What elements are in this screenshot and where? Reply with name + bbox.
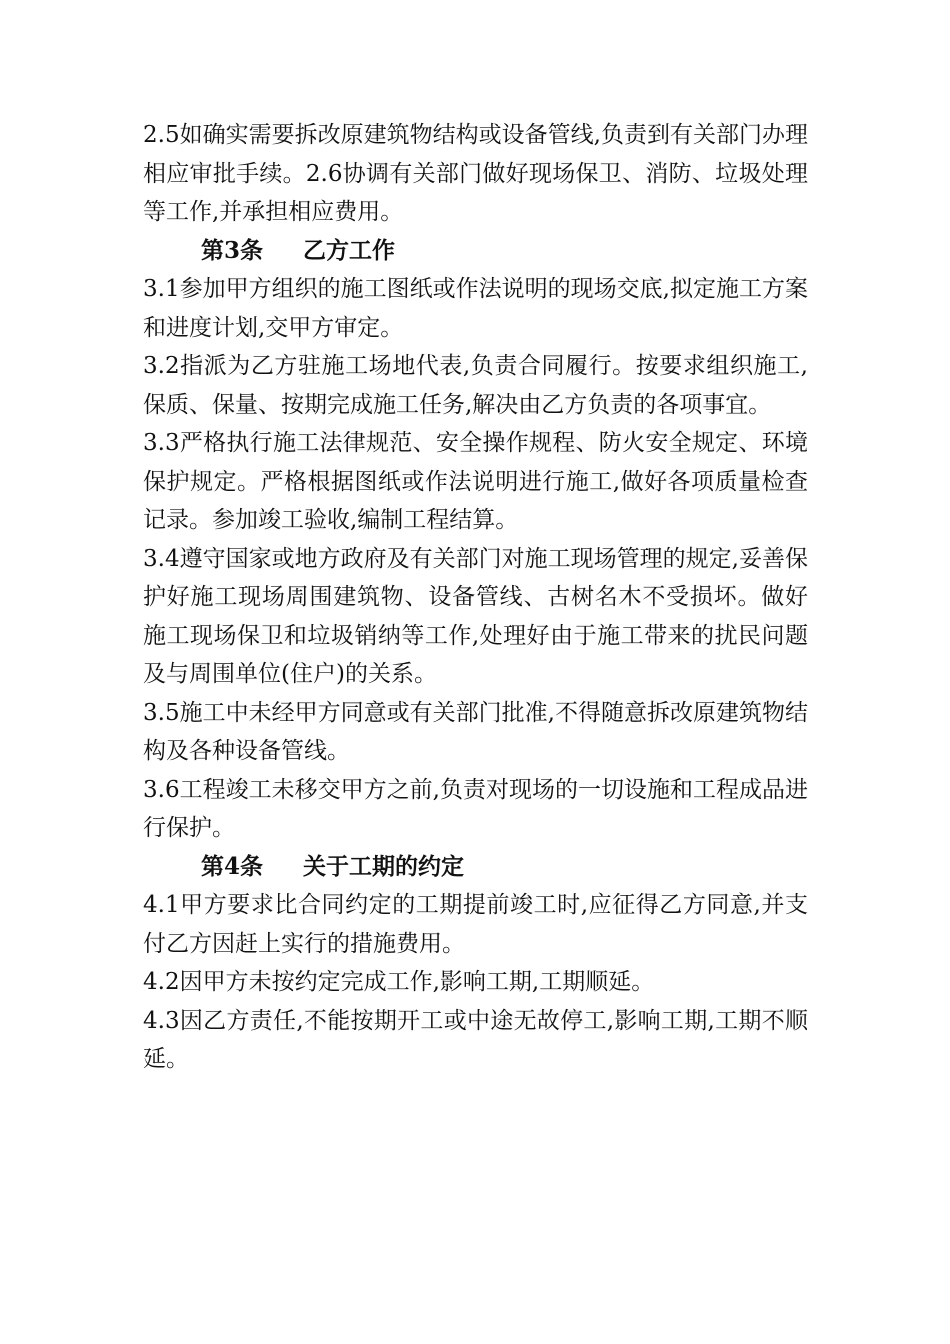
clause-3-2: 3.2指派为乙方驻施工场地代表,负责合同履行。按要求组织施工,保质、保量、按期完成施工任务,解决由乙方负责的各项事宜。 bbox=[143, 353, 808, 418]
article-4-number: 第4条 bbox=[201, 852, 264, 880]
article-4-heading bbox=[143, 848, 808, 887]
clause-3-5: 3.5施工中未经甲方同意或有关部门批准,不得随意拆改原建筑物结构及各种设备管线。 bbox=[143, 699, 808, 764]
document-page bbox=[143, 116, 808, 1079]
paragraph-2-5-2-6: 2.5如确实需要拆改原建筑物结构或设备管线,负责到有关部门办理相应审批手续。2.6协调有关部门做好现场保卫、消防、垃圾处理等工作,并承担相应费用。 bbox=[143, 122, 808, 225]
clause-3-6: 3.6工程竣工未移交甲方之前,负责对现场的一切设施和工程成品进行保护。 bbox=[143, 776, 808, 841]
clause-4-3: 4.3因乙方责任,不能按期开工或中途无故停工,影响工期,工期不顺延。 bbox=[143, 1007, 808, 1072]
clause-3-1: 3.1参加甲方组织的施工图纸或作法说明的现场交底,拟定施工方案和进度计划,交甲方审定。 bbox=[143, 276, 808, 341]
clause-4-1: 4.1甲方要求比合同约定的工期提前竣工时,应征得乙方同意,并支付乙方因赶上实行的措施费用。 bbox=[143, 892, 808, 957]
clause-3-3: 3.3严格执行施工法律规范、安全操作规程、防火安全规定、环境保护规定。严格根据图纸或作法说明进行施工,做好各项质量检查记录。参加竣工验收,编制工程结算。 bbox=[143, 430, 808, 533]
clause-3-4: 3.4遵守国家或地方政府及有关部门对施工现场管理的规定,妥善保护好施工现场周围建筑物、设备管线、古树名木不受损坏。做好施工现场保卫和垃圾销纳等工作,处理好由于施工带来的扰民问题及与周围单位(住户)的关系。 bbox=[143, 545, 808, 687]
article-3-heading bbox=[143, 232, 808, 271]
article-3-number: 第3条 bbox=[201, 236, 264, 264]
clause-4-2: 4.2因甲方未按约定完成工作,影响工期,工期顺延。 bbox=[143, 969, 655, 995]
article-4-title: 关于工期的约定 bbox=[303, 852, 465, 880]
article-3-title: 乙方工作 bbox=[303, 236, 396, 264]
